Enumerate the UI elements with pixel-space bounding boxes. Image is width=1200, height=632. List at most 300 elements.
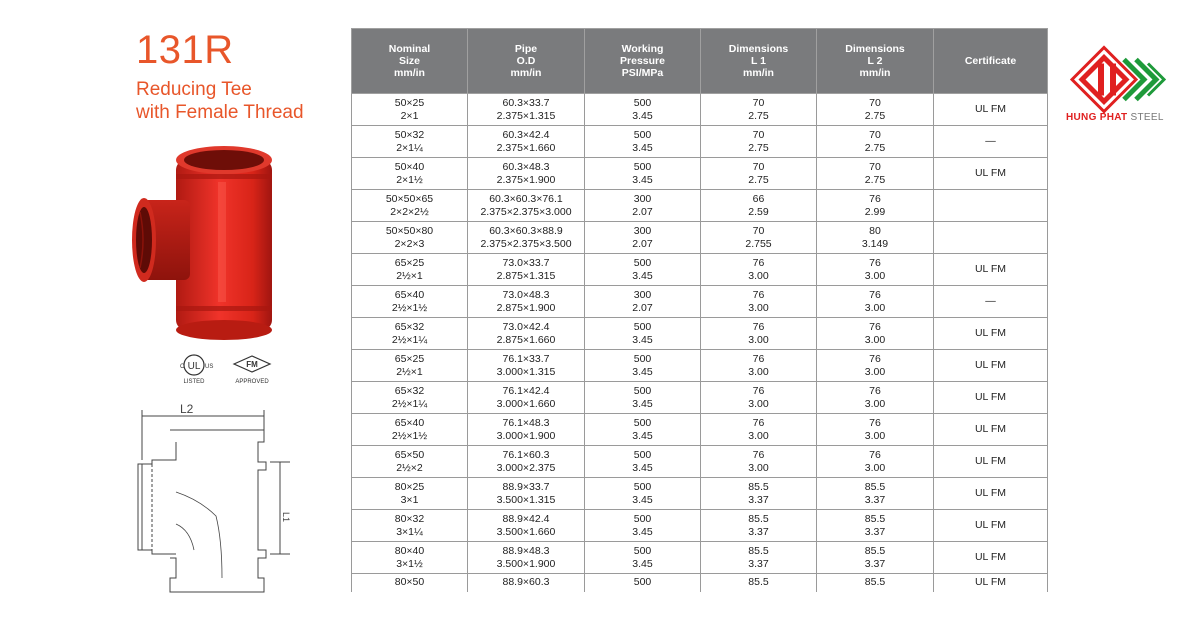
cell-l1-line: 70 (752, 128, 765, 141)
cell-size (352, 190, 468, 222)
cell-od-line: 3.000×1.660 (496, 397, 556, 410)
cell-pressure-line: 300 (633, 224, 652, 237)
cell-l2-line: 3.00 (864, 269, 886, 282)
cell-l2-line: 70 (869, 96, 881, 109)
cell-od-line: 88.9×33.7 (502, 480, 550, 493)
cell-size (352, 542, 468, 574)
column-header-0 (352, 29, 468, 94)
cell-size-line: 65×50 (394, 448, 425, 461)
cell-certificate (934, 478, 1048, 510)
cell-certificate (934, 446, 1048, 478)
cell-l1-line: 76 (752, 416, 765, 429)
table-row (352, 158, 1048, 190)
subtitle-line-1: Reducing Tee (136, 79, 252, 100)
cell-od (468, 446, 585, 478)
cell-size-line: 2½×2 (396, 461, 423, 474)
cell-pressure (585, 286, 701, 318)
cell-size-line: 65×40 (394, 416, 425, 429)
table-row (352, 126, 1048, 158)
cell-od-line: 76.1×33.7 (502, 352, 550, 365)
cell-od (468, 510, 585, 542)
cell-l1-line: 3.37 (748, 557, 769, 570)
table-row (352, 190, 1048, 222)
table-row (352, 254, 1048, 286)
column-header-line: Working (621, 43, 664, 55)
cell-l1 (701, 126, 817, 158)
cell-certificate (934, 350, 1048, 382)
cell-l1-line: 2.75 (748, 109, 769, 122)
cell-l1-line: 3.00 (748, 429, 769, 442)
cell-size-line: 50×50×65 (385, 192, 434, 205)
table-row (352, 414, 1048, 446)
cell-certificate (934, 542, 1048, 574)
cell-l2-line: 3.00 (864, 461, 886, 474)
cell-od (468, 478, 585, 510)
cell-size-line: 2½×1¼ (391, 397, 428, 410)
cell-od-line: 3.500×1.900 (496, 557, 556, 570)
cell-od-line: 2.375×2.375×3.500 (480, 237, 572, 250)
cell-size (352, 94, 468, 126)
spec-table (351, 28, 1048, 608)
column-header-line: L 2 (867, 55, 883, 67)
cell-l1-line: 3.37 (748, 525, 769, 538)
cell-size-line: 65×32 (394, 320, 425, 333)
cell-certificate (934, 318, 1048, 350)
cell-l1 (701, 478, 817, 510)
cell-size-line: 3×1½ (396, 557, 423, 570)
cell-od-line: 73.0×42.4 (502, 320, 550, 333)
cell-pressure (585, 542, 701, 574)
certificate-value: UL FM (974, 423, 1007, 435)
cell-od-line: 3.500×1.660 (496, 525, 556, 538)
cell-l2-line: 3.00 (864, 365, 886, 378)
cell-od-line: 2.375×1.900 (496, 173, 556, 186)
table-row (352, 222, 1048, 254)
cell-od-line: 3.000×2.375 (496, 461, 556, 474)
table-header-row (352, 29, 1048, 94)
cell-od-line: 2.375×2.375×3.000 (480, 205, 572, 218)
cell-pressure (585, 222, 701, 254)
column-header-line: Size (398, 55, 420, 67)
cell-l2-line: 76 (869, 256, 881, 269)
cell-od (468, 222, 585, 254)
ul-c-text: C (180, 364, 185, 370)
cell-pressure-line: 500 (633, 448, 652, 461)
cell-l2-line: 76 (869, 288, 881, 301)
cell-pressure-line: 500 (633, 576, 652, 588)
cell-od-line: 88.9×48.3 (502, 544, 550, 557)
column-header-3 (701, 29, 817, 94)
cell-size-line: 65×25 (394, 352, 425, 365)
cell-pressure (585, 446, 701, 478)
cell-l1-line: 2.75 (748, 173, 769, 186)
cell-od (468, 382, 585, 414)
cell-l2-line: 85.5 (864, 576, 886, 588)
cell-size (352, 286, 468, 318)
cell-l1-line: 76 (752, 320, 765, 333)
product-subtitle (136, 78, 304, 124)
cell-pressure-line: 500 (633, 416, 652, 429)
column-header-line: Nominal (388, 43, 431, 55)
cell-pressure-line: 3.45 (632, 141, 653, 154)
cell-od-line: 60.3×60.3×76.1 (489, 192, 563, 205)
cell-l2 (817, 190, 934, 222)
cell-l2-line: 3.00 (864, 429, 886, 442)
cell-od-line: 2.875×1.660 (496, 333, 556, 346)
cell-l2 (817, 286, 934, 318)
cell-od (468, 414, 585, 446)
certificate-value: UL FM (974, 263, 1007, 275)
cell-l1 (701, 382, 817, 414)
cell-od-line: 3.000×1.315 (496, 365, 556, 378)
cell-l2-line: 76 (869, 352, 881, 365)
cell-certificate (934, 126, 1048, 158)
cell-size-line: 2½×1 (396, 365, 423, 378)
cell-od (468, 126, 585, 158)
cell-certificate (934, 158, 1048, 190)
cell-size (352, 158, 468, 190)
cell-od-line: 2.375×1.660 (496, 141, 556, 154)
certificate-value: UL FM (974, 576, 1007, 588)
cell-size-line: 3×1¼ (396, 525, 423, 538)
cell-size-line: 2½×1 (396, 269, 423, 282)
cell-l1-line: 70 (752, 160, 765, 173)
cell-l2 (817, 542, 934, 574)
cell-l2-line: 76 (869, 384, 881, 397)
cell-l2-line: 70 (869, 160, 881, 173)
cell-l2 (817, 126, 934, 158)
cell-l2 (817, 94, 934, 126)
cell-pressure-line: 2.07 (632, 237, 653, 250)
cell-od-line: 60.3×48.3 (502, 160, 550, 173)
cell-l1-line: 3.00 (748, 365, 769, 378)
fm-approved-mark (234, 356, 270, 385)
cell-l2-line: 76 (869, 416, 881, 429)
brand-name (1066, 112, 1164, 123)
cell-pressure-line: 500 (633, 544, 652, 557)
cell-certificate (934, 254, 1048, 286)
cell-pressure (585, 318, 701, 350)
cell-size-line: 2×1½ (396, 173, 423, 186)
certificate-value: UL FM (974, 103, 1007, 115)
cell-l2 (817, 350, 934, 382)
column-header-line: Dimensions (845, 43, 905, 55)
cell-l2-line: 3.00 (864, 397, 886, 410)
certificate-value: UL FM (974, 167, 1007, 179)
cell-od-line: 73.0×48.3 (502, 288, 550, 301)
certificate-value: UL FM (974, 455, 1007, 467)
cell-l1-line: 3.00 (748, 301, 769, 314)
cell-size-line: 80×32 (394, 512, 425, 525)
cell-l1 (701, 414, 817, 446)
cell-l2-line: 3.149 (861, 237, 889, 250)
cell-certificate (934, 286, 1048, 318)
cell-od-line: 3.500×1.315 (496, 493, 556, 506)
cell-l2-line: 3.37 (864, 525, 886, 538)
cell-pressure-line: 3.45 (632, 109, 653, 122)
cell-l1-line: 85.5 (748, 576, 769, 588)
cell-certificate (934, 382, 1048, 414)
column-header-line: Certificate (964, 55, 1017, 67)
cell-size (352, 350, 468, 382)
technical-drawing (130, 400, 295, 600)
cell-l2-line: 76 (869, 192, 881, 205)
cell-l2-line: 3.00 (864, 333, 886, 346)
cell-l2-line: 85.5 (864, 512, 886, 525)
cell-pressure (585, 158, 701, 190)
cell-od-line: 60.3×60.3×88.9 (489, 224, 563, 237)
cell-l1-line: 3.00 (748, 269, 769, 282)
cell-l2-line: 70 (869, 128, 881, 141)
cell-od-line: 76.1×48.3 (502, 416, 550, 429)
cell-size-line: 50×50×80 (385, 224, 434, 237)
cell-l1-line: 3.00 (748, 461, 769, 474)
cell-l1-line: 66 (752, 192, 765, 205)
cell-size-line: 80×25 (394, 480, 425, 493)
cell-size-line: 50×25 (394, 96, 425, 109)
cell-size (352, 318, 468, 350)
cell-l1-line: 2.755 (745, 237, 772, 250)
cell-l1-line: 2.75 (748, 141, 769, 154)
cell-size-line: 65×32 (394, 384, 425, 397)
cell-pressure-line: 500 (633, 128, 652, 141)
cell-pressure-line: 500 (633, 320, 652, 333)
cell-size-line: 50×32 (394, 128, 425, 141)
cell-pressure-line: 3.45 (632, 525, 653, 538)
cell-size-line: 65×25 (394, 256, 425, 269)
cell-certificate (934, 94, 1048, 126)
cell-certificate (934, 222, 1048, 254)
column-header-line: mm/in (510, 67, 542, 79)
cell-od (468, 94, 585, 126)
cell-l2-line: 76 (869, 320, 881, 333)
cell-pressure-line: 2.07 (632, 205, 653, 218)
cell-l1-line: 85.5 (748, 480, 769, 493)
cell-size-line: 80×50 (394, 576, 425, 588)
column-header-line: Pipe (514, 43, 538, 55)
cell-l1-line: 76 (752, 384, 765, 397)
cell-l2-line: 2.75 (864, 109, 886, 122)
cell-pressure-line: 3.45 (632, 365, 653, 378)
fm-mark-text: FM (246, 360, 258, 369)
cell-l1-line: 85.5 (748, 544, 769, 557)
column-header-line: mm/in (859, 67, 891, 79)
certificate-value: — (985, 295, 996, 307)
cell-od (468, 158, 585, 190)
cell-l1 (701, 542, 817, 574)
cell-l1 (701, 94, 817, 126)
cell-pressure (585, 254, 701, 286)
cell-l1-line: 76 (752, 288, 765, 301)
cell-pressure-line: 500 (633, 160, 652, 173)
column-header-1 (468, 29, 585, 94)
table-row (352, 94, 1048, 126)
cell-size (352, 222, 468, 254)
cell-l2-line: 2.75 (864, 141, 886, 154)
cell-l1 (701, 286, 817, 318)
cell-size-line: 2×2×3 (394, 237, 425, 250)
cell-l1 (701, 254, 817, 286)
cell-l1-line: 85.5 (748, 512, 769, 525)
cell-od-line: 88.9×60.3 (502, 576, 550, 588)
column-header-5 (934, 29, 1048, 94)
cell-size-line: 2½×1¼ (391, 333, 428, 346)
cell-l1-line: 70 (752, 224, 765, 237)
cell-pressure (585, 478, 701, 510)
cell-od (468, 542, 585, 574)
cell-certificate (934, 414, 1048, 446)
certificate-value: UL FM (974, 327, 1007, 339)
ul-listed-mark (180, 355, 213, 385)
cell-size-line: 2×1¼ (396, 141, 423, 154)
cell-l1 (701, 158, 817, 190)
cell-size-line: 80×40 (394, 544, 425, 557)
cell-pressure-line: 3.45 (632, 461, 653, 474)
column-header-2 (585, 29, 701, 94)
cell-l2-line: 3.37 (864, 493, 886, 506)
cell-pressure (585, 126, 701, 158)
subtitle-line-2: with Female Thread (136, 102, 304, 123)
cell-certificate (934, 190, 1048, 222)
cell-pressure-line: 500 (633, 256, 652, 269)
table-row (352, 510, 1048, 542)
dimension-l2-label: L2 (180, 402, 194, 416)
cell-l2-line: 85.5 (864, 544, 886, 557)
cell-od (468, 254, 585, 286)
reducing-tee-photo (126, 140, 286, 345)
cell-certificate (934, 510, 1048, 542)
cell-l2-line: 3.00 (864, 301, 886, 314)
cell-l2-line: 80 (869, 224, 881, 237)
cell-pressure (585, 382, 701, 414)
cell-l1 (701, 446, 817, 478)
dimension-l1-label: L1 (281, 512, 291, 523)
cell-l2 (817, 318, 934, 350)
cell-l1-line: 3.00 (748, 397, 769, 410)
cell-size-line: 2½×1½ (391, 429, 428, 442)
cell-l2-line: 85.5 (864, 480, 886, 493)
cell-l2 (817, 382, 934, 414)
column-header-line: mm/in (743, 67, 774, 79)
product-code: 131R (136, 28, 234, 72)
column-header-4 (817, 29, 934, 94)
cell-pressure-line: 500 (633, 512, 652, 525)
cell-pressure-line: 3.45 (632, 493, 653, 506)
cell-od-line: 3.000×1.900 (496, 429, 556, 442)
cell-size-line: 2×1 (400, 109, 419, 122)
cell-l2 (817, 158, 934, 190)
cell-pressure-line: 500 (633, 96, 652, 109)
cell-od-line: 73.0×33.7 (502, 256, 550, 269)
ul-mark-text: UL (187, 361, 201, 372)
column-header-line: Dimensions (728, 43, 789, 55)
table-row (352, 286, 1048, 318)
certificate-value: — (985, 135, 996, 147)
cell-l2-line: 2.75 (864, 173, 886, 186)
cell-pressure (585, 190, 701, 222)
cell-l1-line: 3.00 (748, 333, 769, 346)
cell-l1-line: 3.37 (748, 493, 769, 506)
cell-od (468, 286, 585, 318)
cell-l1-line: 2.59 (748, 205, 769, 218)
cell-pressure (585, 414, 701, 446)
brand-name-main: HUNG PHAT (1066, 112, 1128, 123)
fm-approved-text: APPROVED (235, 379, 269, 385)
cell-pressure-line: 500 (633, 352, 652, 365)
cell-size-line: 2×2×2½ (390, 205, 429, 218)
cell-pressure-line: 300 (633, 288, 652, 301)
table-row (352, 318, 1048, 350)
cell-l1-line: 76 (752, 352, 765, 365)
cell-od (468, 190, 585, 222)
cell-od-line: 88.9×42.4 (502, 512, 550, 525)
cell-pressure (585, 510, 701, 542)
cell-l1 (701, 318, 817, 350)
cell-od-line: 76.1×60.3 (502, 448, 550, 461)
cell-size-line: 50×40 (394, 160, 425, 173)
cell-size (352, 126, 468, 158)
table-body (352, 94, 1048, 608)
cell-l1 (701, 350, 817, 382)
cell-l2-line: 2.99 (864, 205, 886, 218)
cell-l1-line: 76 (752, 256, 765, 269)
cell-l2 (817, 254, 934, 286)
cell-size (352, 382, 468, 414)
column-header-line: PSI/MPa (621, 67, 664, 79)
cell-od (468, 318, 585, 350)
cell-pressure-line: 300 (633, 192, 652, 205)
brand-name-suffix: STEEL (1130, 112, 1164, 123)
cell-l1-line: 70 (752, 96, 765, 109)
cell-size (352, 254, 468, 286)
cell-size (352, 510, 468, 542)
cell-pressure-line: 3.45 (632, 333, 653, 346)
cell-od-line: 60.3×42.4 (502, 128, 550, 141)
cell-od-line: 2.375×1.315 (496, 109, 556, 122)
column-header-line: Pressure (620, 55, 665, 67)
cell-pressure-line: 3.45 (632, 173, 653, 186)
cell-l1 (701, 190, 817, 222)
cell-size (352, 446, 468, 478)
table-row (352, 478, 1048, 510)
cell-pressure-line: 500 (633, 480, 652, 493)
column-header-line: mm/in (394, 67, 425, 79)
cell-pressure-line: 2.07 (632, 301, 653, 314)
cell-od-line: 76.1×42.4 (502, 384, 550, 397)
cell-l2-line: 76 (869, 448, 881, 461)
cell-size-line: 65×40 (394, 288, 425, 301)
certificate-value: UL FM (974, 359, 1007, 371)
ul-listed-text: LISTED (183, 379, 205, 385)
table-row (352, 446, 1048, 478)
cell-od (468, 350, 585, 382)
cell-l1 (701, 510, 817, 542)
cell-l1 (701, 222, 817, 254)
cell-l2-line: 3.37 (864, 557, 886, 570)
cell-l2 (817, 222, 934, 254)
cell-pressure-line: 500 (633, 384, 652, 397)
certification-marks (172, 350, 292, 390)
cell-od-line: 60.3×33.7 (502, 96, 550, 109)
cell-size-line: 2½×1½ (391, 301, 428, 314)
certificate-value: UL FM (974, 551, 1007, 563)
page-bottom-mask (340, 592, 1060, 632)
cell-pressure (585, 350, 701, 382)
cell-l1-line: 76 (752, 448, 765, 461)
cell-l2 (817, 414, 934, 446)
cell-pressure-line: 3.45 (632, 397, 653, 410)
certificate-value: UL FM (974, 391, 1007, 403)
